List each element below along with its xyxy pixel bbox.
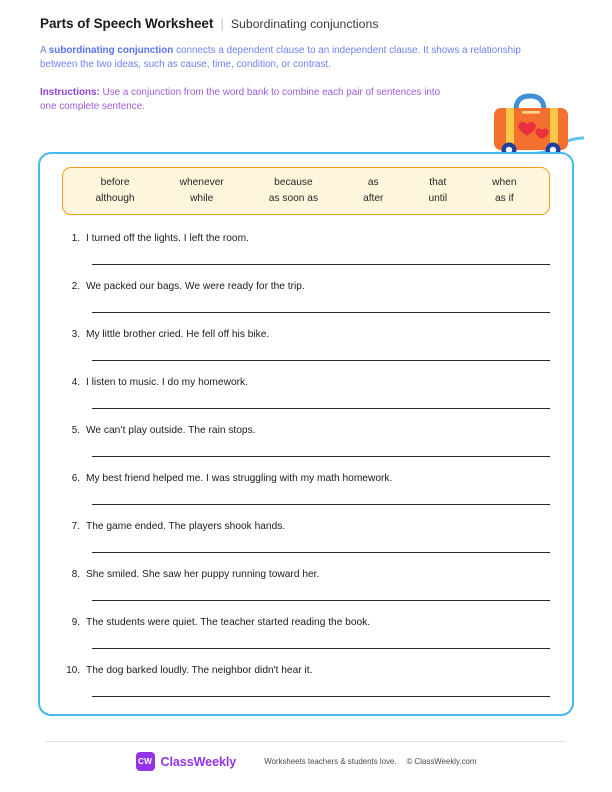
intro-bold-term: subordinating conjunction [48, 45, 174, 56]
word-bank-word[interactable]: as [367, 177, 379, 188]
item-number: 3. [71, 329, 80, 340]
item-number: 6. [71, 473, 80, 484]
exercise-prompt [62, 368, 550, 390]
item-sentence: We can’t play outside. The rain stops. [86, 425, 256, 436]
answer-line[interactable] [92, 504, 550, 505]
answer-line[interactable] [92, 600, 550, 601]
item-sentence: I listen to music. I do my homework. [86, 377, 248, 388]
title-separator: | [220, 16, 224, 31]
answer-line[interactable] [92, 456, 550, 457]
item-sentence: The game ended. The players shook hands. [86, 521, 286, 532]
exercise-item [62, 416, 550, 464]
exercise-item [62, 368, 550, 416]
item-sentence: My little brother cried. He fell off his bike. [86, 329, 270, 340]
brand-name: ClassWeekly [160, 754, 237, 769]
item-sentence: We packed our bags. We were ready for the trip. [86, 281, 305, 292]
exercise-item [62, 560, 550, 608]
intro-paragraph [40, 44, 550, 73]
brand-logo[interactable] [136, 752, 237, 771]
exercise-prompt [62, 560, 550, 582]
footer-tagline: Worksheets teachers & students love. [264, 757, 397, 766]
word-bank-word[interactable]: until [428, 192, 448, 204]
item-number: 5. [71, 425, 80, 436]
heart-large [518, 122, 535, 136]
exercise-item [62, 608, 550, 656]
instructions-text: Use a conjunction from the word bank to combine each pair of sentences into one complete sentence. [40, 86, 441, 113]
intro-prefix: A [40, 45, 49, 56]
word-bank [62, 167, 550, 215]
title-subtitle: Subordinating conjunctions [230, 17, 379, 31]
word-bank-column [470, 175, 539, 206]
word-bank-word[interactable]: when [492, 177, 517, 188]
word-bank-word[interactable]: while [190, 192, 214, 204]
exercise-item [62, 464, 550, 512]
answer-line[interactable] [92, 648, 550, 649]
word-bank-word[interactable]: whenever [179, 177, 224, 188]
exercise-prompt [62, 224, 550, 246]
exercise-item [62, 656, 550, 704]
exercise-item [62, 512, 550, 560]
item-number: 2. [71, 281, 80, 292]
worksheet-header [40, 0, 572, 115]
item-sentence: She smiled. She saw her puppy running toward her. [86, 569, 320, 580]
word-bank-word[interactable]: because [274, 177, 313, 188]
word-bank-column [341, 175, 406, 206]
word-bank-column [246, 175, 340, 206]
item-sentence: I turned off the lights. I left the room. [86, 233, 249, 244]
exercise-prompt [62, 464, 550, 486]
word-bank-column [73, 175, 157, 206]
exercise-prompt [62, 608, 550, 630]
item-sentence: The dog barked loudly. The neighbor didn't hear it. [86, 665, 313, 676]
answer-line[interactable] [92, 696, 550, 697]
answer-line[interactable] [92, 312, 550, 313]
instructions-label: Instructions: [40, 86, 100, 98]
word-bank-word[interactable]: although [95, 192, 135, 204]
page-title [40, 16, 572, 31]
word-bank-word[interactable]: as if [494, 192, 514, 204]
exercise-list [62, 224, 550, 704]
word-bank-word[interactable]: after [363, 192, 384, 204]
word-bank-word[interactable]: as soon as [268, 192, 319, 204]
exercise-item [62, 224, 550, 272]
item-sentence: The students were quiet. The teacher started reading the book. [86, 617, 371, 628]
item-number: 9. [71, 617, 80, 628]
footer-copyright: © ClassWeekly.com [406, 757, 477, 766]
heart-small [535, 128, 548, 139]
word-bank-word[interactable]: before [100, 177, 130, 188]
exercise-prompt [62, 656, 550, 678]
item-number: 4. [71, 377, 80, 388]
answer-line[interactable] [92, 408, 550, 409]
footer [0, 752, 612, 771]
worksheet-card [38, 152, 574, 716]
item-number: 8. [71, 569, 80, 580]
item-number: 7. [71, 521, 80, 532]
classweekly-badge-icon: CW [136, 752, 155, 771]
title-main: Parts of Speech Worksheet [40, 16, 214, 31]
item-sentence: My best friend helped me. I was struggling with my math homework. [86, 473, 393, 484]
exercise-prompt [62, 320, 550, 342]
item-number: 10. [66, 665, 80, 676]
word-bank-column [157, 175, 246, 206]
word-bank-word[interactable]: that [429, 177, 447, 188]
answer-line[interactable] [92, 552, 550, 553]
answer-line[interactable] [92, 360, 550, 361]
footer-divider [46, 741, 566, 742]
exercise-prompt [62, 272, 550, 294]
instructions-paragraph [40, 86, 450, 115]
intro-rest: connects a dependent clause to an independent clause. It shows a relationship between the two ideas, such as cause, time, condition, or contrast. [40, 45, 521, 71]
answer-line[interactable] [92, 264, 550, 265]
exercise-prompt [62, 416, 550, 438]
item-number: 1. [71, 233, 80, 244]
exercise-item [62, 272, 550, 320]
exercise-prompt [62, 512, 550, 534]
word-bank-column [406, 175, 470, 206]
exercise-item [62, 320, 550, 368]
